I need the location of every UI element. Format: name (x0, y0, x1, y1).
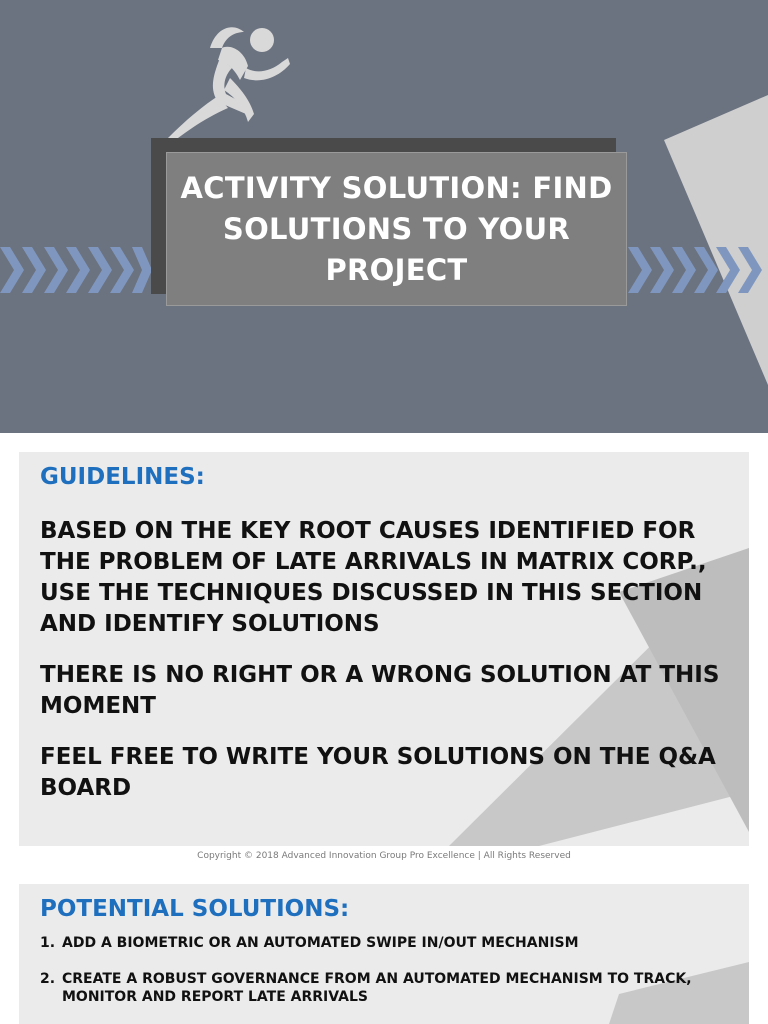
guidelines-slide (19, 452, 749, 846)
chevron-arrows-left-icon (0, 247, 152, 293)
list-item-number: 1. (40, 935, 56, 951)
potential-solutions-slide (19, 884, 749, 1024)
list-item (40, 970, 740, 1006)
copyright-text: Copyright © 2018 Advanced Innovation Group Pro Excellence | All Rights Reserved (197, 851, 571, 861)
potential-solutions-heading: POTENTIAL SOLUTIONS: (40, 896, 350, 922)
slide-title: ACTIVITY SOLUTION: FIND SOLUTIONS TO YOUR PROJECT (180, 170, 613, 287)
list-item (40, 934, 740, 952)
solutions-list (40, 934, 740, 1006)
runner-icon (160, 18, 310, 143)
list-item-text: CREATE A ROBUST GOVERNANCE FROM AN AUTOMATED MECHANISM TO TRACK, MONITOR AND REPORT LATE ARRIVALS (62, 971, 692, 1005)
guideline-paragraph: THERE IS NO RIGHT OR A WRONG SOLUTION AT THIS MOMENT (40, 662, 720, 719)
chevron-arrows-right-icon (628, 247, 768, 293)
title-box (166, 152, 627, 306)
guideline-paragraph: BASED ON THE KEY ROOT CAUSES IDENTIFIED FOR THE PROBLEM OF LATE ARRIVALS IN MATRIX CORP., USE THE TECHNIQUES DISCUSSED IN THIS SECTION AND IDENTIFY SOLUTIONS (40, 518, 707, 637)
list-item-number: 2. (40, 971, 56, 987)
guideline-paragraph: FEEL FREE TO WRITE YOUR SOLUTIONS ON THE Q&A BOARD (40, 744, 716, 801)
guidelines-heading: GUIDELINES: (40, 464, 205, 490)
title-slide (0, 0, 768, 433)
list-item-text: ADD A BIOMETRIC OR AN AUTOMATED SWIPE IN/OUT MECHANISM (62, 935, 579, 951)
